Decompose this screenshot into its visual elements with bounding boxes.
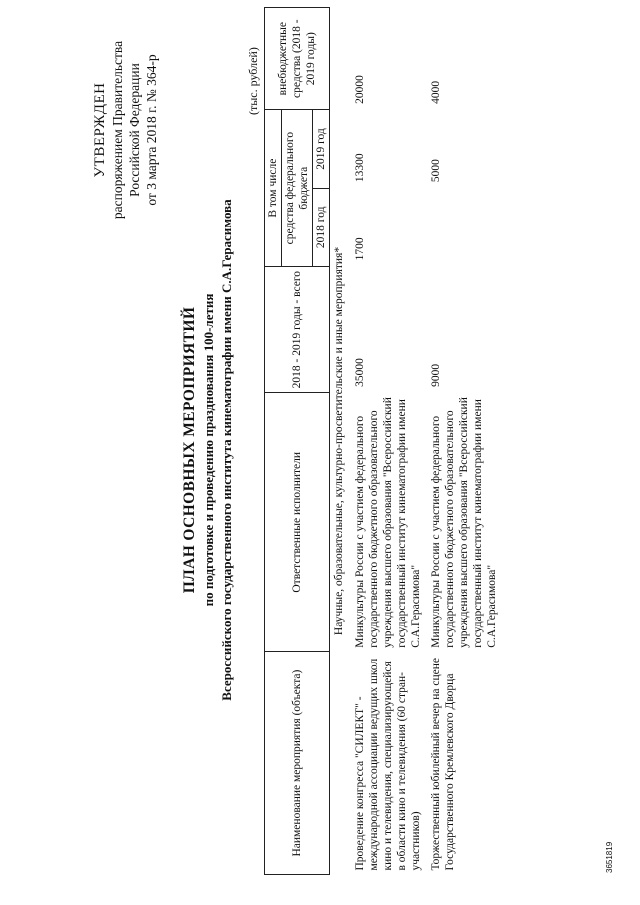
plan-table [264, 7, 502, 875]
approved-line-3: Российской Федерации [127, 63, 142, 197]
row-name: Торжественный юбилейный вечер на сцене Государственного Кремлевского Дворца [430, 658, 456, 871]
document-title [180, 125, 236, 775]
section-heading: Научные, образовательные, культурно-просветительские и иные мероприятия* [333, 246, 345, 636]
header-executors: Ответственные исполнители [265, 393, 330, 652]
row-extrabudget: 4000 [430, 80, 442, 104]
row-total: 9000 [430, 363, 442, 387]
title-main: ПЛАН ОСНОВНЫХ МЕРОПРИЯТИЙ [181, 306, 198, 594]
row-total: 35000 [354, 358, 366, 387]
header-2019: 2019 год [313, 110, 330, 188]
row-2019: 13300 [354, 153, 366, 183]
row-2018: 1700 [354, 237, 366, 261]
row-executors: Минкультуры России с участием федерального государственного бюджетного образовательного учреждения высшего образования "Всероссийский государственный институт кинематографии имени С.А.Герасимова" [430, 397, 498, 648]
approved-line-4: от 3 марта 2018 г. № 364-р [144, 54, 159, 206]
row-executors: Минкультуры России с участием федерального государственного бюджетного образовательного учреждения высшего образования "Всероссийский государственный институт кинематографии имени С.А.Герасимова" [354, 397, 422, 648]
row-2019: 5000 [430, 159, 442, 183]
title-sub-1: по подготовке и проведению празднования 100-летия [201, 293, 216, 607]
header-including: В том числе [265, 110, 282, 267]
header-federal: средства федерального бюджета [282, 110, 313, 267]
header-name: Наименование мероприятия (объекта) [265, 652, 330, 875]
approved-line-2: распоряжением Правительства [110, 40, 125, 220]
header-extrabudget: внебюджетные средства (2018 - 2019 годы) [265, 8, 330, 110]
table-row [350, 8, 426, 875]
row-name: Проведение конгресса "СИЛЕКТ" - международной ассоциации ведущих школ кино и телевидения, специализирующейся в области кино и телевидения (60 стран-участников) [354, 658, 422, 871]
row-2018 [426, 188, 502, 266]
title-sub-2: Всероссийского государственного института кинематографии имени С.А.Герасимова [219, 199, 234, 701]
row-extrabudget: 20000 [354, 75, 366, 104]
table-row [426, 8, 502, 875]
approval-stamp [92, 25, 160, 235]
units-label: (тыс. рублей) [246, 47, 260, 115]
header-2018: 2018 год [313, 188, 330, 266]
document-id: 3651819 [605, 841, 614, 873]
approved-heading: УТВЕРЖДЕН [92, 82, 108, 178]
header-total: 2018 - 2019 годы - всего [265, 266, 330, 392]
